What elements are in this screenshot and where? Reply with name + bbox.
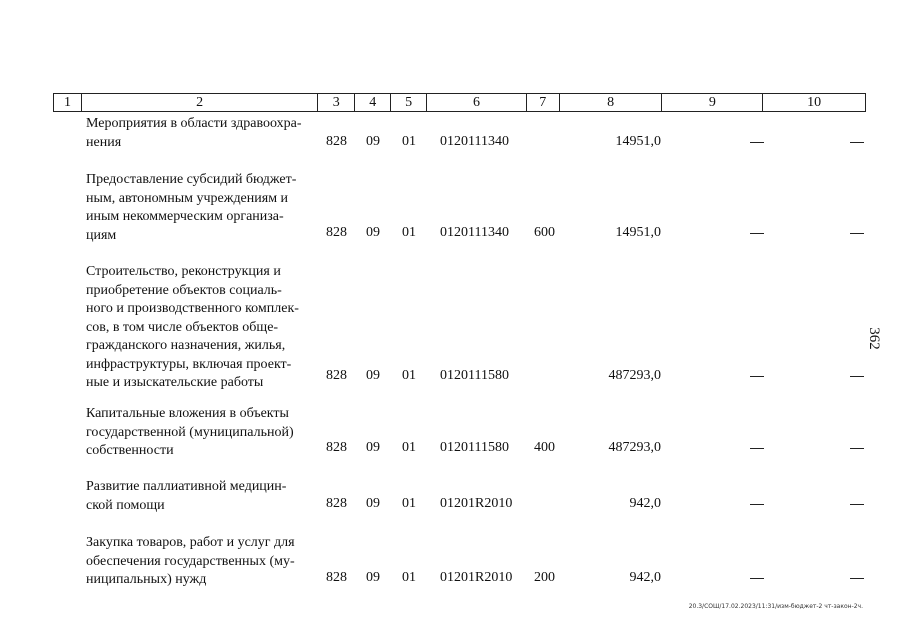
- cell-col10-dash: [850, 376, 864, 377]
- description-line: обеспечения государственных (му-: [86, 553, 295, 569]
- description-line: Строительство, реконструкция и: [86, 264, 281, 279]
- cell-section: 09: [366, 368, 380, 383]
- cell-section: 09: [366, 570, 380, 585]
- cell-subsection: 01: [402, 496, 416, 511]
- cell-section: 09: [366, 496, 380, 511]
- cell-col9-dash: [750, 233, 764, 234]
- cell-expense-type: 200: [534, 570, 555, 585]
- cell-admin-code: 828: [326, 570, 347, 585]
- description-line: Развитие паллиативной медицин-: [86, 479, 287, 494]
- cell-admin-code: 828: [326, 496, 347, 511]
- cell-subsection: 01: [402, 134, 416, 149]
- cell-col9-dash: [750, 376, 764, 377]
- col-header-7: 7: [527, 94, 560, 111]
- cell-admin-code: 828: [326, 225, 347, 240]
- cell-section: 09: [366, 225, 380, 240]
- cell-col10-dash: [850, 448, 864, 449]
- cell-target-article: 01201R2010: [440, 570, 513, 585]
- description-line: иным некоммерческим организа-: [86, 209, 284, 224]
- description-line: сов, в том числе объектов обще-: [86, 319, 279, 335]
- description-line: нения: [86, 134, 122, 150]
- cell-subsection: 01: [402, 225, 416, 240]
- col-header-6: 6: [427, 94, 527, 111]
- description-line: Предоставление субсидий бюджет-: [86, 172, 297, 187]
- cell-amount: 942,0: [629, 496, 661, 511]
- col-header-1: 1: [54, 94, 82, 111]
- cell-target-article: 0120111340: [440, 225, 509, 240]
- cell-target-article: 0120111580: [440, 368, 509, 383]
- cell-subsection: 01: [402, 368, 416, 383]
- description-line: ного и производственного комплек-: [86, 301, 299, 316]
- cell-col10-dash: [850, 233, 864, 234]
- cell-col10-dash: [850, 142, 864, 143]
- description-line: ниципальных) нужд: [86, 572, 207, 587]
- cell-col10-dash: [850, 504, 864, 505]
- row-description: [86, 263, 317, 393]
- description-line: Закупка товаров, работ и услуг для: [86, 535, 295, 550]
- row-description: [86, 115, 317, 152]
- cell-expense-type: 600: [534, 225, 555, 240]
- cell-amount: 487293,0: [608, 440, 661, 455]
- description-line: циям: [86, 227, 117, 243]
- col-header-5: 5: [391, 94, 427, 111]
- col-header-8: 8: [560, 94, 663, 111]
- cell-amount: 14951,0: [615, 134, 661, 149]
- description-line: государственной (муниципальной): [86, 424, 294, 440]
- cell-col9-dash: [750, 578, 764, 579]
- row-description: [86, 405, 317, 461]
- row-description: [86, 171, 317, 245]
- description-line: собственности: [86, 443, 174, 458]
- col-header-3: 3: [318, 94, 355, 111]
- cell-section: 09: [366, 134, 380, 149]
- description-line: гражданского назначения, жилья,: [86, 338, 286, 353]
- cell-subsection: 01: [402, 440, 416, 455]
- cell-amount: 14951,0: [615, 225, 661, 240]
- cell-target-article: 01201R2010: [440, 496, 513, 511]
- cell-col9-dash: [750, 448, 764, 449]
- cell-target-article: 0120111340: [440, 134, 509, 149]
- row-description: [86, 534, 317, 590]
- cell-col9-dash: [750, 504, 764, 505]
- column-header-row: [53, 93, 866, 112]
- description-line: Мероприятия в области здравоохра-: [86, 116, 302, 131]
- cell-amount: 487293,0: [608, 368, 661, 383]
- col-header-10: 10: [807, 94, 822, 110]
- page-number: 362: [865, 327, 882, 350]
- description-line: ным, автономным учреждениям и: [86, 190, 289, 206]
- col-header-4: 4: [355, 94, 391, 111]
- cell-admin-code: 828: [326, 134, 347, 149]
- cell-col10-dash: [850, 578, 864, 579]
- cell-target-article: 0120111580: [440, 440, 509, 455]
- cell-amount: 942,0: [629, 570, 661, 585]
- document-footer-stamp: 20.3/СОШ/17.02.2023/11:31/изм-бюджет-2 чт-закон-2ч.: [688, 603, 863, 610]
- cell-admin-code: 828: [326, 368, 347, 383]
- description-line: приобретение объектов социаль-: [86, 282, 282, 298]
- cell-subsection: 01: [402, 570, 416, 585]
- description-line: Капитальные вложения в объекты: [86, 406, 289, 421]
- description-line: ные и изыскательские работы: [86, 375, 264, 390]
- description-line: ской помощи: [86, 497, 165, 513]
- col-header-2: 2: [82, 94, 318, 111]
- cell-admin-code: 828: [326, 440, 347, 455]
- col-header-9: 9: [662, 94, 763, 111]
- description-line: инфраструктуры, включая проект-: [86, 356, 292, 372]
- cell-expense-type: 400: [534, 440, 555, 455]
- cell-section: 09: [366, 440, 380, 455]
- row-description: [86, 478, 317, 515]
- cell-col9-dash: [750, 142, 764, 143]
